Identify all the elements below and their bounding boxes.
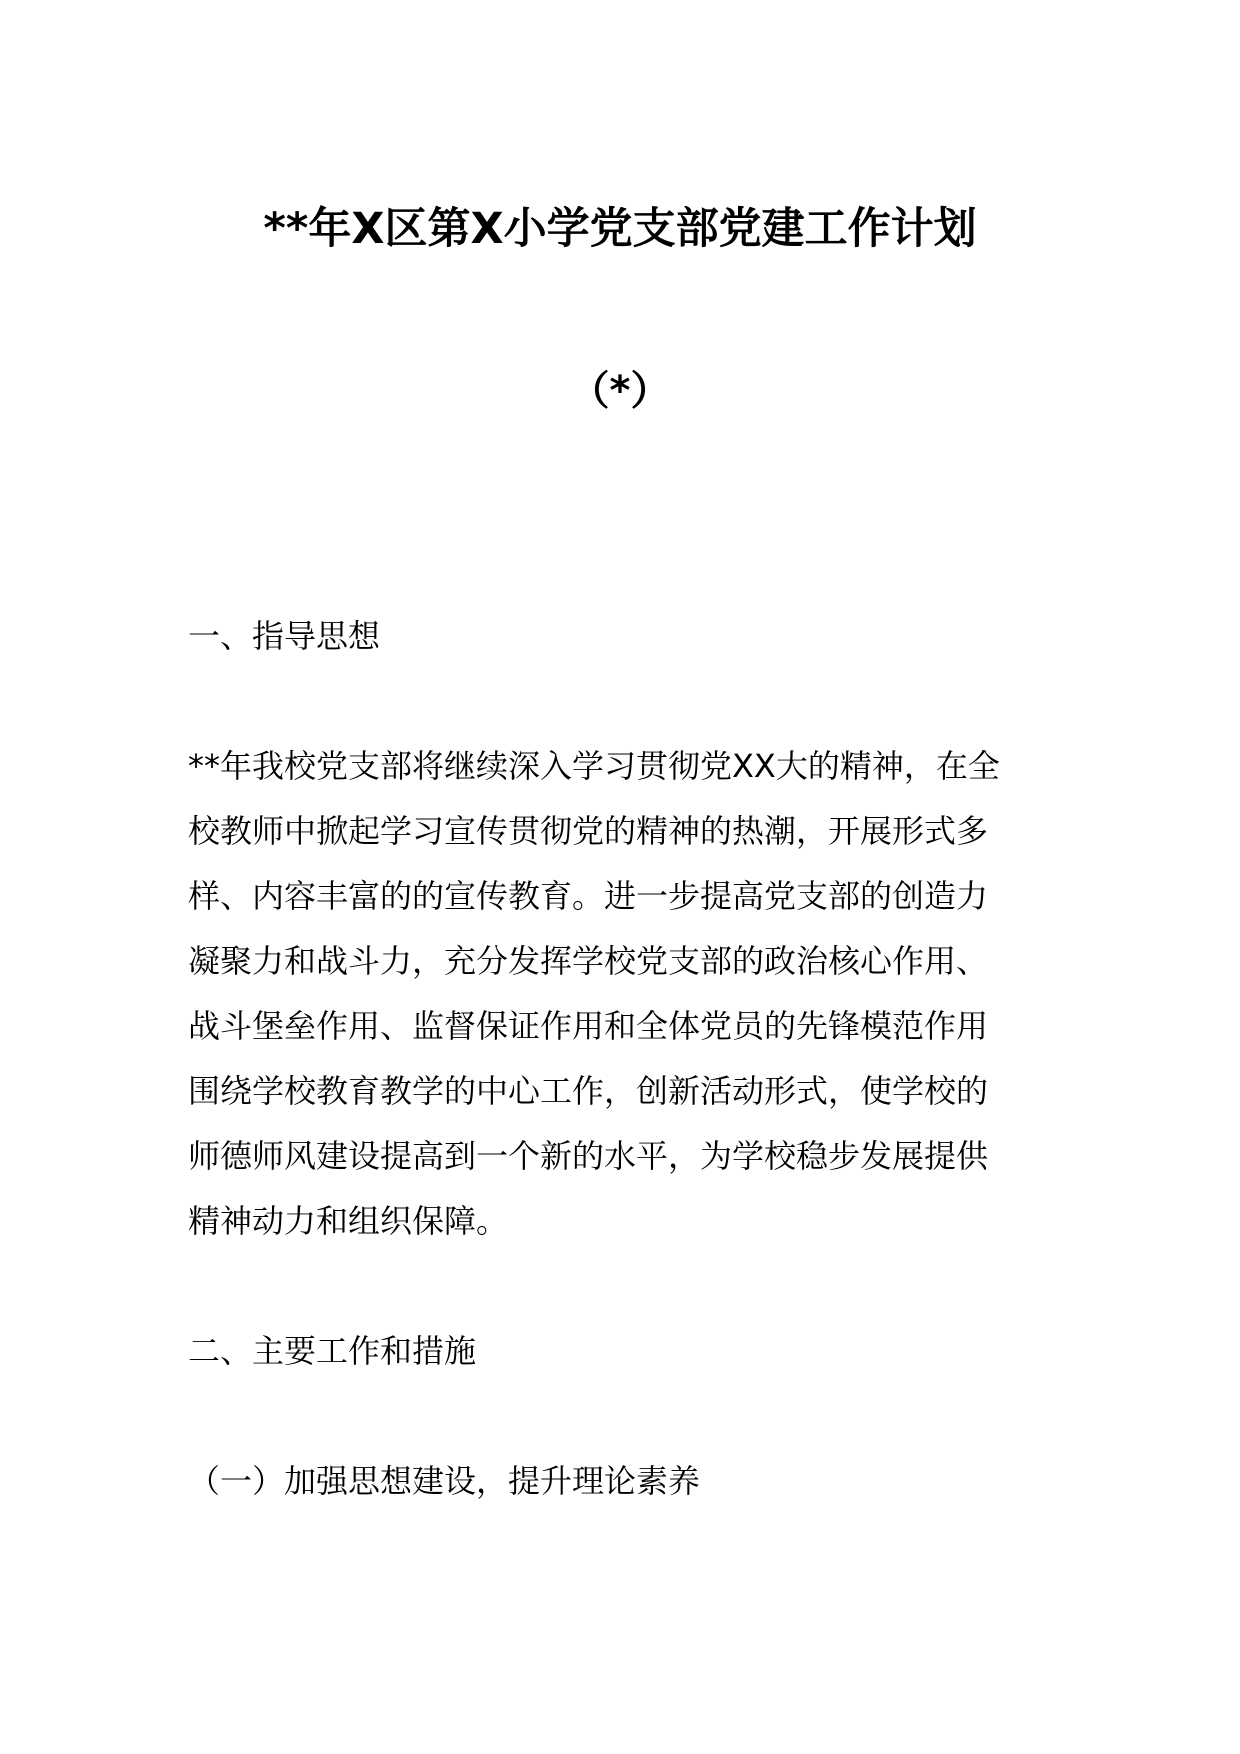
paragraph-line: 师德师风建设提高到一个新的水平，为学校稳步发展提供 <box>188 1137 989 1175</box>
section-heading-main-work: 二、主要工作和措施 <box>188 1332 477 1370</box>
paragraph-line: 凝聚力和战斗力，充分发挥学校党支部的政治核心作用、 <box>188 942 989 980</box>
document-subtitle: （*） <box>569 368 671 414</box>
paragraph-line: 校教师中掀起学习宣传贯彻党的精神的热潮，开展形式多 <box>188 812 989 850</box>
paragraph-line: 战斗堡垒作用、监督保证作用和全体党员的先锋模范作用 <box>188 1007 989 1045</box>
document-title: **年X区第X小学党支部党建工作计划 <box>263 204 977 254</box>
section-heading-guiding-ideology: 一、指导思想 <box>188 617 381 655</box>
paragraph-line: **年我校党支部将继续深入学习贯彻党XX大的精神，在全 <box>188 747 1000 785</box>
paragraph-line: 样、内容丰富的的宣传教育。进一步提高党支部的创造力 <box>188 877 989 915</box>
subsection-heading-ideological-building: （一）加强思想建设，提升理论素养 <box>188 1462 701 1500</box>
paragraph-line: 精神动力和组织保障。 <box>188 1202 509 1240</box>
paragraph-line: 围绕学校教育教学的中心工作，创新活动形式，使学校的 <box>188 1072 989 1110</box>
